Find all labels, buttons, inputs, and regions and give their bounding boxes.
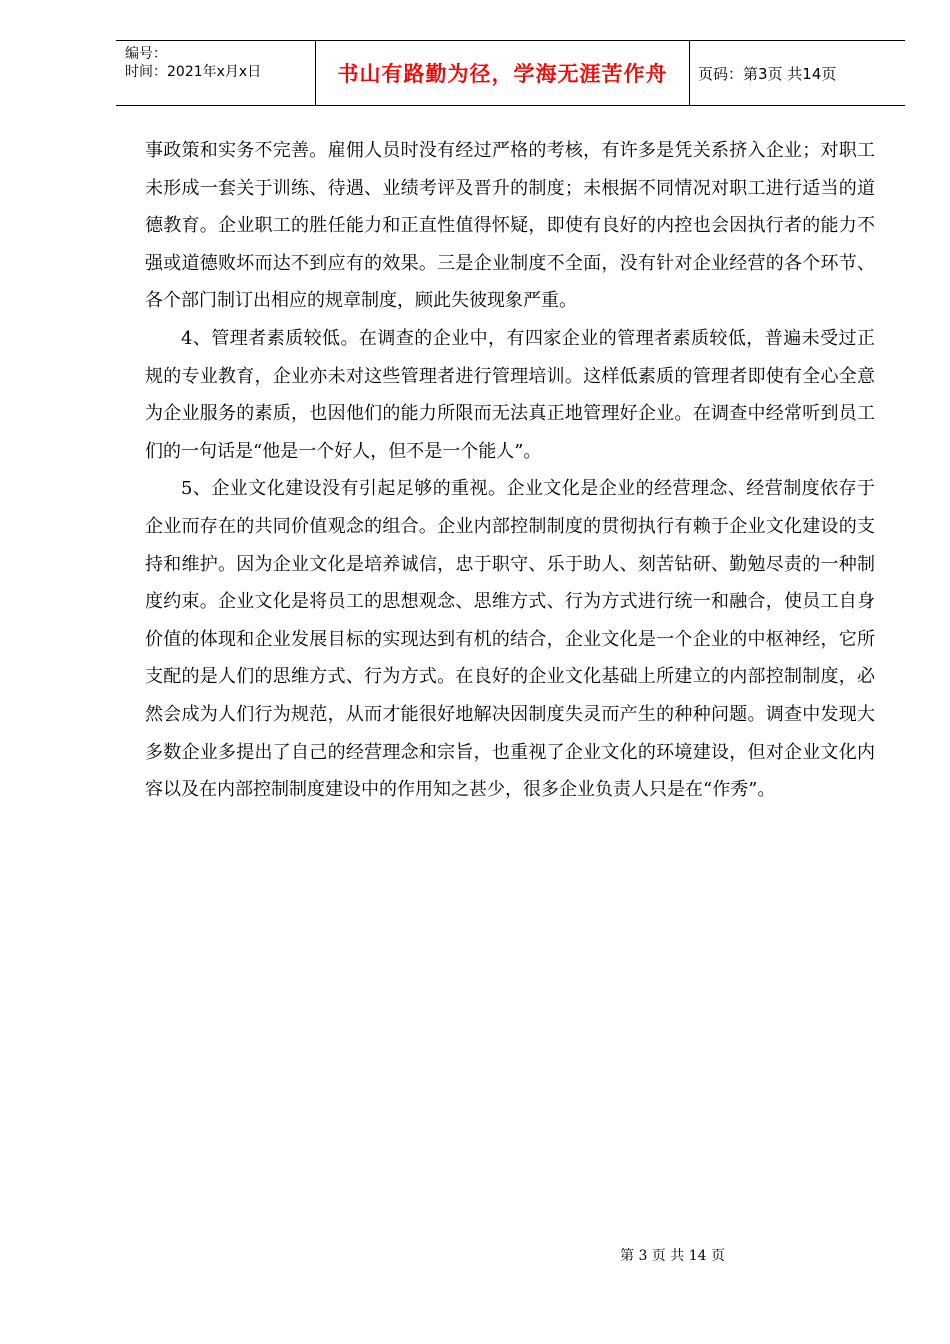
header-meta-cell [116,41,316,105]
paragraph: 事政策和实务不完善。雇佣人员时没有经过严格的考核，有许多是凭关系挤入企业；对职工未形成一套关于训练、待遇、业绩考评及晋升的制度；未根据不同情况对职工进行适当的道德教育。企业职工的胜任能力和正直性值得怀疑，即使有良好的内控也会因执行者的能力不强或道德败坏而达不到应有的效果。三是企业制度不全面，没有针对企业经营的各个环节、各个部门制订出相应的规章制度，顾此失彼现象严重。 [145,140,875,312]
time-label: 时间：2021年x月x日 [125,64,262,80]
header-page-info: 页码：第3页 共14页 [698,64,837,83]
header-motto: 书山有路勤为径，学海无涯苦作舟 [316,41,690,105]
serial-number-label: 编号： [125,46,167,62]
page-footer: 第 3 页 共 14 页 [620,1248,725,1264]
document-body [145,132,875,809]
page-header [116,40,905,106]
paragraph: 5、企业文化建设没有引起足够的重视。企业文化是企业的经营理念、经营制度依存于企业而存在的共同价值观念的组合。企业内部控制制度的贯彻执行有赖于企业文化建设的支持和维护。因为企业文化是培养诚信，忠于职守、乐于助人、刻苦钻研、勤勉尽责的一种制度约束。企业文化是将员工的思想观念、思维方式、行为方式进行统一和融合，使员工自身价值的体现和企业发展目标的实现达到有机的结合，企业文化是一个企业的中枢神经，它所支配的是人们的思维方式、行为方式。在良好的企业文化基础上所建立的内部控制制度，必然会成为人们行为规范，从而才能很好地解决因制度失灵而产生的种种问题。调查中发现大多数企业多提出了自己的经营理念和宗旨，也重视了企业文化的环境建设，但对企业文化内容以及在内部控制制度建设中的作用知之甚少，很多企业负责人只是在“作秀”。 [145,478,875,801]
paragraph: 4、管理者素质较低。在调查的企业中，有四家企业的管理者素质较低，普遍未受过正规的专业教育，企业亦未对这些管理者进行管理培训。这样低素质的管理者即使有全心全意为企业服务的素质，也因他们的能力所限而无法真正地管理好企业。在调查中经常听到员工们的一句话是“他是一个好人，但不是一个能人”。 [145,327,875,462]
